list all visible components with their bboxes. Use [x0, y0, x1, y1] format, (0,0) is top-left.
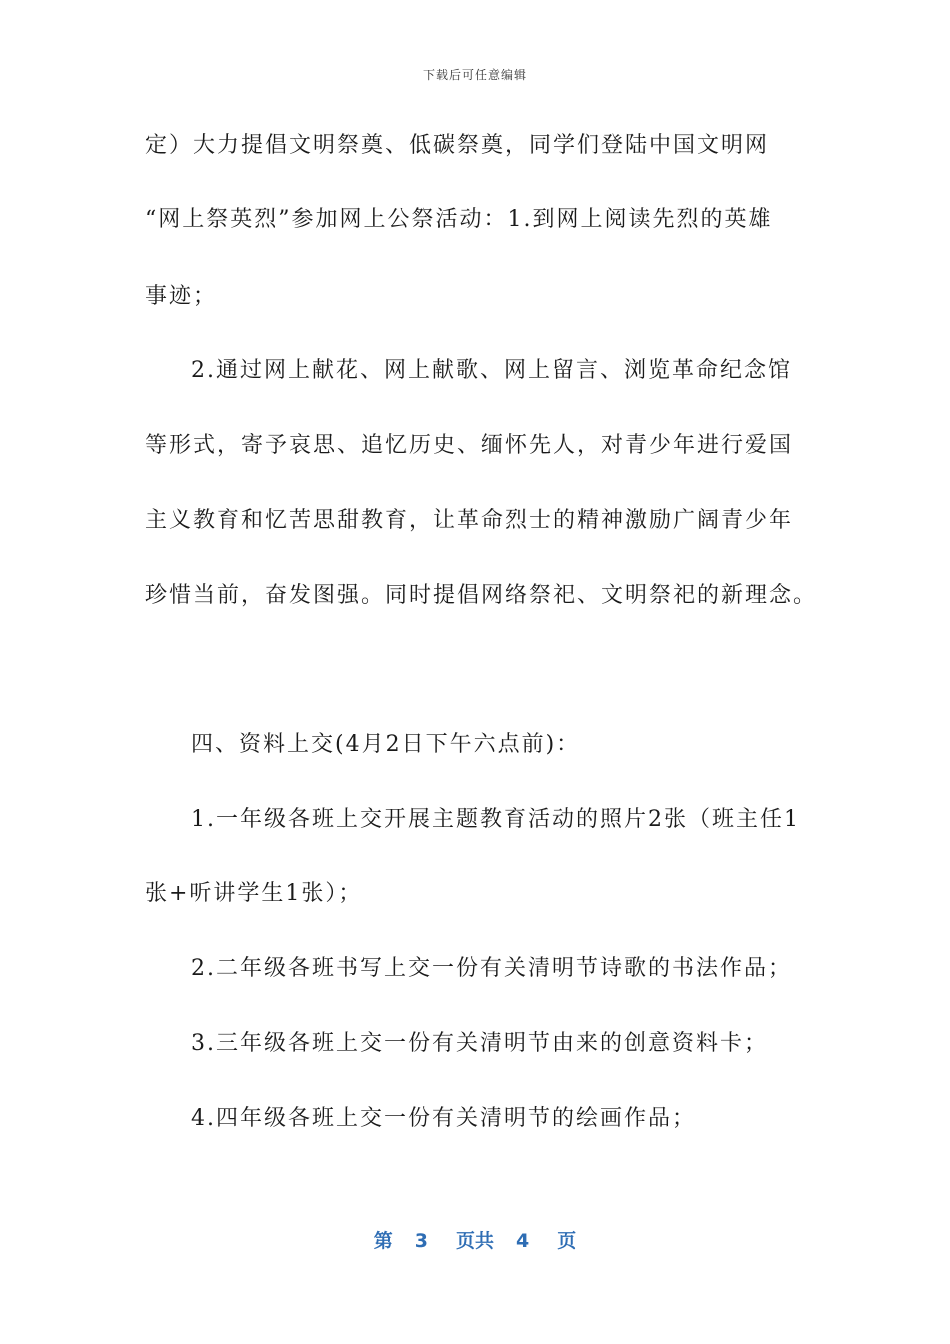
paragraph-line: 主义教育和忆苦思甜教育，让革命烈士的精神激励广阔青少年 [145, 508, 794, 533]
section-heading: 四、资料上交(4月2日下午六点前)： [191, 732, 581, 757]
footer-prefix: 第 [373, 1230, 393, 1252]
paragraph-line: 2.二年级各班书写上交一份有关清明节诗歌的书法作品； [191, 956, 792, 981]
page-footer [0, 1226, 950, 1253]
paragraph-line: 等形式，寄予哀思、追忆历史、缅怀先人，对青少年进行爱国 [145, 433, 794, 458]
footer-current-page: 3 [414, 1230, 428, 1252]
paragraph-line: 2.通过网上献花、网上献歌、网上留言、浏览革命纪念馆 [191, 358, 792, 383]
paragraph-line: 3.三年级各班上交一份有关清明节由来的创意资料卡； [191, 1031, 768, 1056]
paragraph-line: 事迹； [145, 284, 218, 309]
footer-total-pages: 4 [516, 1230, 530, 1252]
footer-suffix: 页 [557, 1230, 577, 1252]
paragraph-line: 4.四年级各班上交一份有关清明节的绘画作品； [191, 1106, 696, 1131]
paragraph-line: “网上祭英烈”参加网上公祭活动：1.到网上阅读先烈的英雄 [145, 207, 773, 232]
paragraph-line: 1.一年级各班上交开展主题教育活动的照片2张（班主任1 [191, 807, 800, 832]
paragraph-line: 珍惜当前，奋发图强。同时提倡网络祭祀、文明祭祀的新理念。 [145, 583, 818, 608]
footer-mid: 页共 [455, 1230, 494, 1252]
header-note: 下载后可任意编辑 [422, 68, 527, 82]
paragraph-line: 定）大力提倡文明祭奠、低碳祭奠，同学们登陆中国文明网 [145, 133, 770, 158]
paragraph-line: 张+听讲学生1张）； [145, 881, 363, 906]
